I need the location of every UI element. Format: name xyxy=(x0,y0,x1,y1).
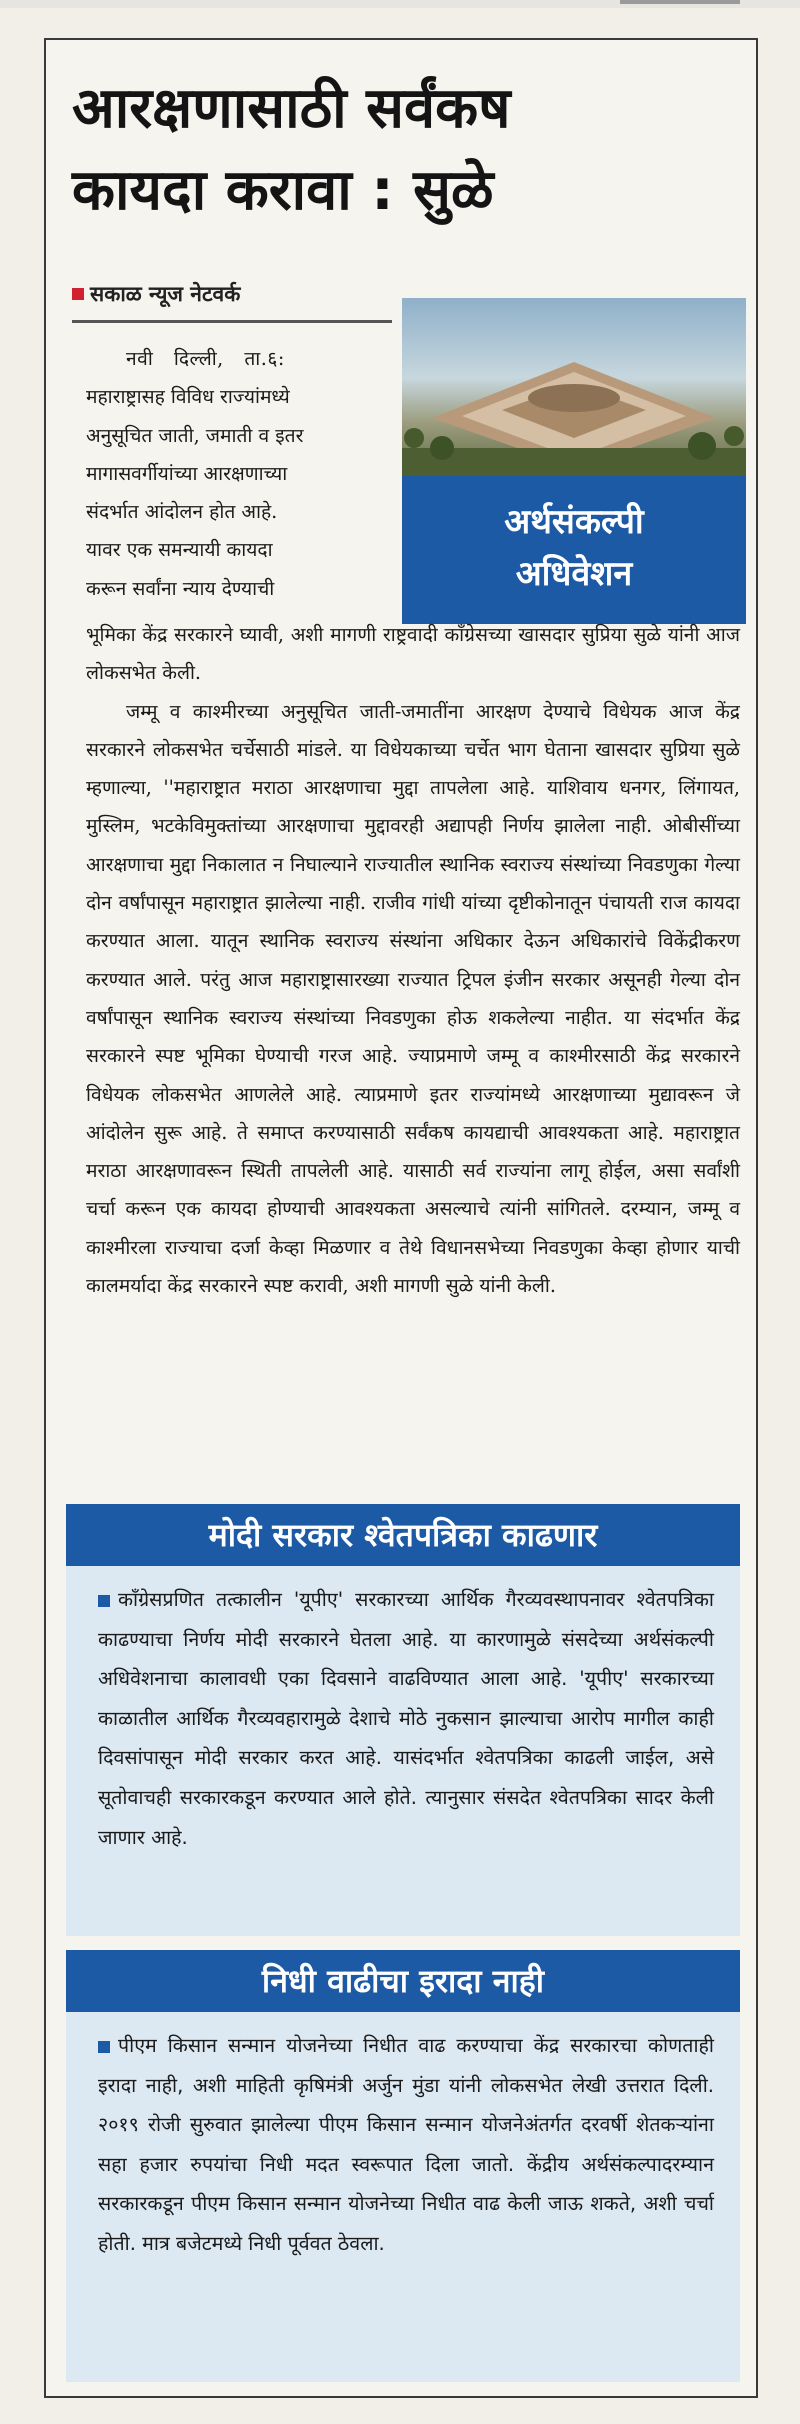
article-headline xyxy=(72,68,742,232)
byline: सकाळ न्यूज नेटवर्क xyxy=(90,282,241,306)
page-top-strip xyxy=(0,0,800,8)
lead-line: महाराष्ट्रासह विविध राज्यांमध्ये xyxy=(86,385,290,409)
parliament-photo xyxy=(402,298,746,476)
lead-line: मागासवर्गीयांच्या आरक्षणाच्या xyxy=(86,461,288,485)
section-heading-fund-increase: निधी वाढीचा इरादा नाही xyxy=(66,1950,740,2012)
bullet-square-icon xyxy=(98,1595,110,1607)
section-text: पीएम किसान सन्मान योजनेच्या निधीत वाढ करण्याचा केंद्र सरकारचा कोणताही इरादा नाही, अशी माहिती कृषिमंत्री अर्जुन मुंडा यांनी लोकसभेत लेखी उत्तरात दिली. २०१९ रोजी सुरुवात झालेल्या पीएम किसान सन्मान योजनेअंतर्गत दरवर्षी शेतकऱ्यांना सहा हजार रुपयांचा निधी मदत स्वरूपात दिला जातो. केंद्रीय अर्थसंकल्पादरम्यान सरकारकडून पीएम किसान सन्मान योजनेच्या निधीत वाढ केली जाऊ शकते, अशी चर्चा होती. मात्र बजेटमध्ये निधी पूर्ववत ठेवला. xyxy=(98,2034,714,2255)
byline-square-icon xyxy=(72,288,84,300)
session-label-line-1: अर्थसंकल्पी xyxy=(504,502,644,542)
top-edge-mark xyxy=(620,0,740,4)
headline-line-1: आरक्षणासाठी सर्वंकष xyxy=(72,76,511,141)
article-frame xyxy=(44,38,758,2398)
lead-continuation: भूमिका केंद्र सरकारने घ्यावी, अशी मागणी राष्ट्रवादी काँग्रेसच्या खासदार सुप्रिया सुळे यांनी आज लोकसभेत केली. xyxy=(86,623,740,685)
session-label-box xyxy=(402,476,746,624)
lead-line: करून सर्वांना न्याय देण्याची xyxy=(86,576,275,600)
parliament-building-image xyxy=(402,298,746,476)
bullet-square-icon xyxy=(98,2041,110,2053)
body-paragraph: जम्मू व काश्मीरच्या अनुसूचित जाती-जमातींना आरक्षण देण्याचे विधेयक आज केंद्र सरकारने लोकसभेत चर्चेसाठी मांडले. या विधेयकाच्या चर्चेत भाग घेताना खासदार सुप्रिया सुळे म्हणाल्या, ''महाराष्ट्रात मराठा आरक्षणाचा मुद्दा तापलेला आहे. याशिवाय धनगर, लिंगायत, मुस्लिम, भटकेविमुक्तांच्या आरक्षणाचा मुद्दावरही अद्यापही निर्णय झालेला नाही. ओबीसींच्या आरक्षणाचा मुद्दा निकालात न निघाल्याने राज्यातील स्थानिक स्वराज्य संस्थांच्या निवडणुका गेल्या दोन वर्षांपासून महाराष्ट्रात झालेल्या नाही. राजीव गांधी यांच्या दृष्टीकोनातून पंचायती राज कायदा करण्यात आला. यातून स्थानिक स्वराज्य संस्थांना अधिकार देऊन अधिकारांचे विकेंद्रीकरण करण्यात आले. परंतु आज महाराष्ट्रासारख्या राज्यात ट्रिपल इंजीन सरकार असूनही गेल्या दोन वर्षांपासून स्थानिक स्वराज्य संस्थांच्या निवडणुका होऊ शकलेल्या नाहीत. या संदर्भात केंद्र सरकारने स्पष्ट भूमिका घेण्याची गरज आहे. ज्याप्रमाणे जम्मू व काश्मीरसाठी केंद्र सरकारने विधेयक लोकसभेत आणलेले आहे. त्याप्रमाणे इतर राज्यांमध्ये आरक्षणाच्या मुद्यावरून जे आंदोलेन सुरू आहे. ते समाप्त करण्यासाठी सर्वंकष कायद्याची आवश्यकता आहे. महाराष्ट्रात मराठा आरक्षणावरून स्थिती तापलेली आहे. यासाठी सर्व राज्यांना लागू होईल, असा सर्वांशी चर्चा करून एक कायदा होण्याची आवश्यकता असल्याचे त्यांनी सांगितले. दरम्यान, जम्मू व काश्मीरला राज्याचा दर्जा केव्हा मिळणार व तेथे विधानसभेच्या निवडणुका केव्हा होणार याची कालमर्यादा केंद्र सरकारने स्पष्ट करावी, अशी मागणी सुळे यांनी केली. xyxy=(86,699,740,1298)
lead-line: अनुसूचित जाती, जमाती व इतर xyxy=(86,423,304,447)
session-label-line-2: अधिवेशन xyxy=(515,554,633,594)
section-text: काँग्रेसप्रणित तत्कालीन 'यूपीए' सरकारच्या आर्थिक गैरव्यवस्थापनावर श्वेतपत्रिका काढण्याचा निर्णय मोदी सरकारने घेतला आहे. या कारणामुळे संसदेच्या अर्थसंकल्पी अधिवेशनाचा कालावधी एका दिवसाने वाढविण्यात आला आहे. 'यूपीए' सरकारच्या काळातील आर्थिक गैरव्यवहारामुळे देशाचे मोठे नुकसान झाल्याचा आरोप मागील काही दिवसांपासून मोदी सरकार करत आहे. यासंदर्भात श्वेतपत्रिका काढली जाईल, असे सूतोवाचही सरकारकडून करण्यात आले होते. त्यानुसार संसदेत श्वेतपत्रिका सादर केली जाणार आहे. xyxy=(98,1588,714,1849)
lead-line: संदर्भात आंदोलन होत आहे. xyxy=(86,500,278,524)
headline-line-2: कायदा करावा : सुळे xyxy=(72,158,494,223)
lead-line: नवी दिल्ली, ता.६: xyxy=(126,347,285,370)
byline-row xyxy=(72,280,392,323)
lead-line: यावर एक समन्यायी कायदा xyxy=(86,538,273,562)
section-heading-white-paper: मोदी सरकार श्वेतपत्रिका काढणार xyxy=(66,1504,740,1566)
body-text-block xyxy=(86,616,740,1305)
section-body-white-paper xyxy=(66,1566,740,1936)
lead-column xyxy=(86,340,390,608)
section-body-fund-increase xyxy=(66,2012,740,2382)
